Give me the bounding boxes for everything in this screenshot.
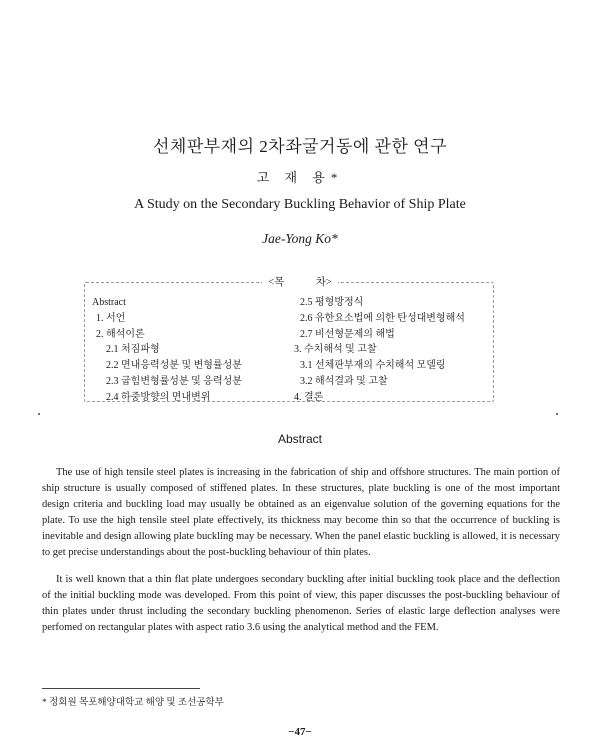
toc-header bbox=[0, 274, 600, 289]
scan-speck bbox=[556, 413, 558, 415]
toc-item: 2.5 평형방정식 bbox=[300, 297, 364, 308]
toc-item: 2.3 굽힘변형률성분 및 응력성분 bbox=[106, 375, 242, 387]
scan-speck bbox=[38, 413, 40, 415]
toc-item: 2.4 하중방향의 면내변위 bbox=[106, 391, 211, 403]
paper-title-english: A Study on the Secondary Buckling Behavior of Ship Plate bbox=[134, 197, 466, 212]
page-number: −47− bbox=[288, 726, 312, 738]
abstract-heading: Abstract bbox=[277, 432, 322, 446]
toc-item: 1. 서언 bbox=[96, 312, 126, 324]
toc-item: 3.2 해석결과 및 고찰 bbox=[300, 375, 388, 387]
toc-item: 3. 수치해석 및 고찰 bbox=[294, 344, 377, 356]
toc-header-text: <목 차> bbox=[262, 277, 338, 288]
author-name-english: Jae-Yong Ko* bbox=[262, 231, 338, 246]
paper-title-korean: 선체판부재의 2차좌굴거동에 관한 연구 bbox=[152, 137, 447, 156]
abstract-paragraph: The use of high tensile steel plates is increasing in the fabrication of ship and offshore structures. The main portion of ship structure is usually composed of stiffened plates. In these structures, plate buckling is one of the most important design criteria and buckling load may usually be obtained as an eigenvalue solution of the governing equations for the plate. To use the high tensile steel plate effectively, its thickness may become thin so that the occurrence of buckling is inevitable and design allowing plate buckling may be necessary. When the panel elastic buckling is allowed, it is necessary to get precise understandings about the post-buckling behaviour of thin plates. bbox=[42, 467, 560, 558]
toc-item: 2.6 유한요소법에 의한 탄성대변형해석 bbox=[300, 312, 465, 324]
toc-item: 2.1 처짐파형 bbox=[106, 344, 160, 356]
toc-right-column bbox=[294, 295, 490, 406]
toc-item: 2.7 비선형문제의 해법 bbox=[300, 328, 395, 340]
toc-left-column bbox=[92, 295, 302, 406]
footnote-affiliation: * 정회원 목포해양대학교 해양 및 조선공학부 bbox=[42, 698, 224, 708]
author-name-korean: 고 재 용* bbox=[256, 170, 344, 185]
toc-item: 2. 해석이론 bbox=[96, 328, 145, 340]
abstract-paragraph: It is well known that a thin flat plate undergoes secondary buckling after initial buckling took place and the deflection of the initial buckling mode was developed. From this point of view, this paper discusses the post-buckling behaviour of thin plates under thrust including the secondary buckling phenomenon. Series of elastic large deflection analyses were perfomed on rectangular plates with aspect ratio 3.6 using the analytical method and the FEM. bbox=[42, 574, 560, 633]
toc-item: 2.2 면내응력성분 및 변형률성분 bbox=[106, 360, 242, 372]
toc-item: 3.1 선체판부재의 수치해석 모델링 bbox=[300, 360, 446, 372]
toc-item: 4. 결론 bbox=[294, 391, 324, 403]
toc-item: Abstract bbox=[92, 297, 126, 308]
footnote-rule bbox=[42, 688, 200, 689]
